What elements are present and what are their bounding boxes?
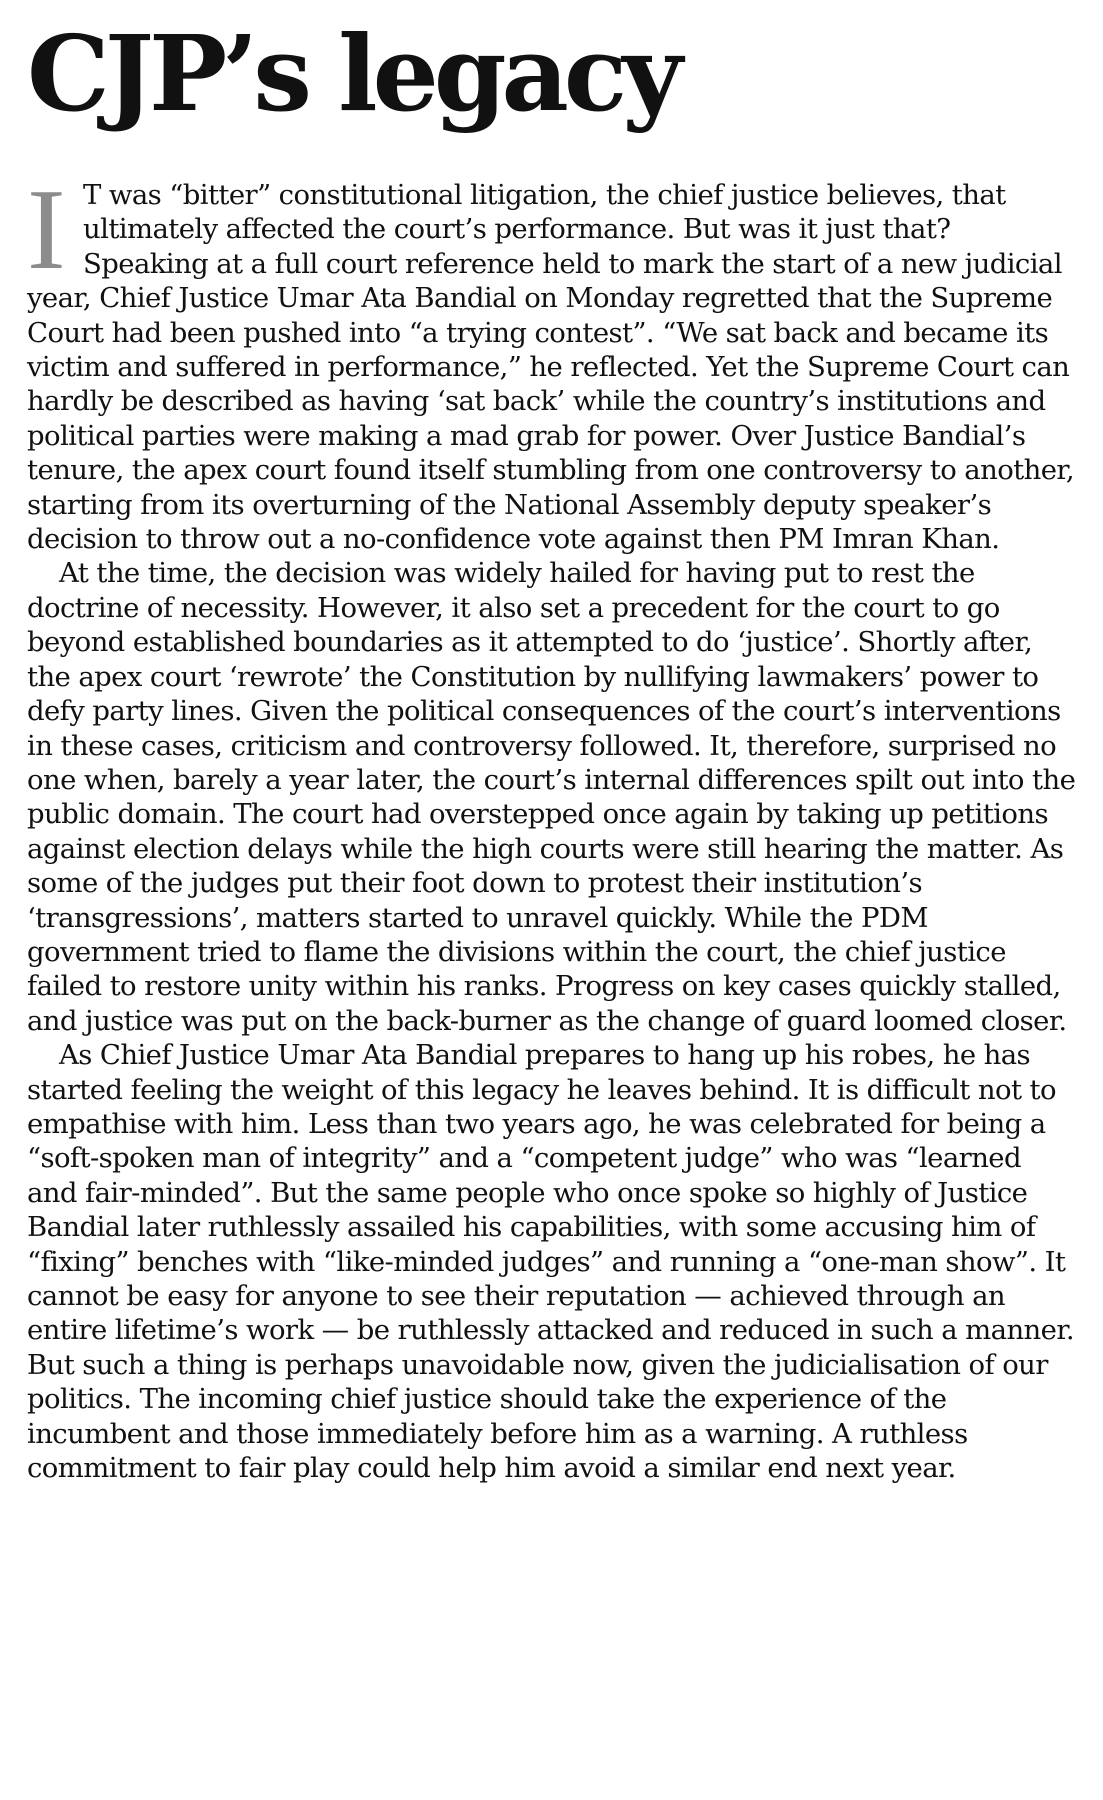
article-body: [27, 166, 1077, 1485]
paragraph-2: At the time, the decision was widely hailed for having put to rest the doctrine of necessity. However, it also set a precedent for the court to go beyond established boundaries as it attempted to do ‘justice’. Shortly after, the apex court ‘rewrote’ the Constitution by nullifying lawmakers’ power to defy party lines. Given the political consequences of the court’s interventions in these cases, criticism and controversy followed. It, therefore, surprised no one when, barely a year later, the court’s internal differences spilt out into the public domain. The court had overstepped once again by taking up petitions against election delays while the high courts were still hearing the matter. As some of the judges put their foot down to protest their institution’s ‘transgressions’, matters started to unravel quickly. While the PDM government tried to flame the divisions within the court, the chief justice failed to restore unity within his ranks. Progress on key cases quickly stalled, and justice was put on the back-burner as the change of guard loomed closer.: [27, 557, 1076, 1037]
paragraph-1-text: T was “bitter” constitutional litigation, the chief justice believes, that ultimately affected the court’s performance. But was it just that? Speaking at a full court reference held to mark the start of a new judicial year, Chief Justice Umar Ata Bandial on Monday regretted that the Supreme Court had been pushed into “a trying contest”. “We sat back and became its victim and suffered in performance,” he reflected. Yet the Supreme Court can hardly be described as having ‘sat back’ while the country’s institutions and political parties were making a mad grab for power. Over Justice Bandial’s tenure, the apex court found itself stumbling from one controversy to another, starting from its overturning of the National Assembly deputy speaker’s decision to throw out a no-confidence vote against then PM Imran Khan.: [27, 179, 1075, 556]
paragraph-3: As Chief Justice Umar Ata Bandial prepares to hang up his robes, he has started feeling the weight of this legacy he leaves behind. It is difficult not to empathise with him. Less than two years ago, he was celebrated for being a “soft-spoken man of integrity” and a “competent judge” who was “learned and fair-minded”. But the same people who once spoke so highly of Justice Bandial later ruthlessly assailed his capabilities, with some accusing him of “fixing” benches with “like-minded judges” and running a “one-man show”. It cannot be easy for anyone to see their reputation — achieved through an entire lifetime’s work — be ruthlessly attacked and reduced in such a manner. But such a thing is perhaps unavoidable now, given the judicialisation of our politics. The incoming chief justice should take the experience of the incumbent and those immediately before him as a warning. A ruthless commitment to fair play could help him avoid a similar end next year.: [27, 1039, 1075, 1485]
drop-cap: I: [27, 166, 66, 294]
headline: CJP’s legacy: [27, 12, 678, 135]
paragraph-1: [27, 166, 1077, 556]
editorial-article: [27, 14, 1077, 1485]
